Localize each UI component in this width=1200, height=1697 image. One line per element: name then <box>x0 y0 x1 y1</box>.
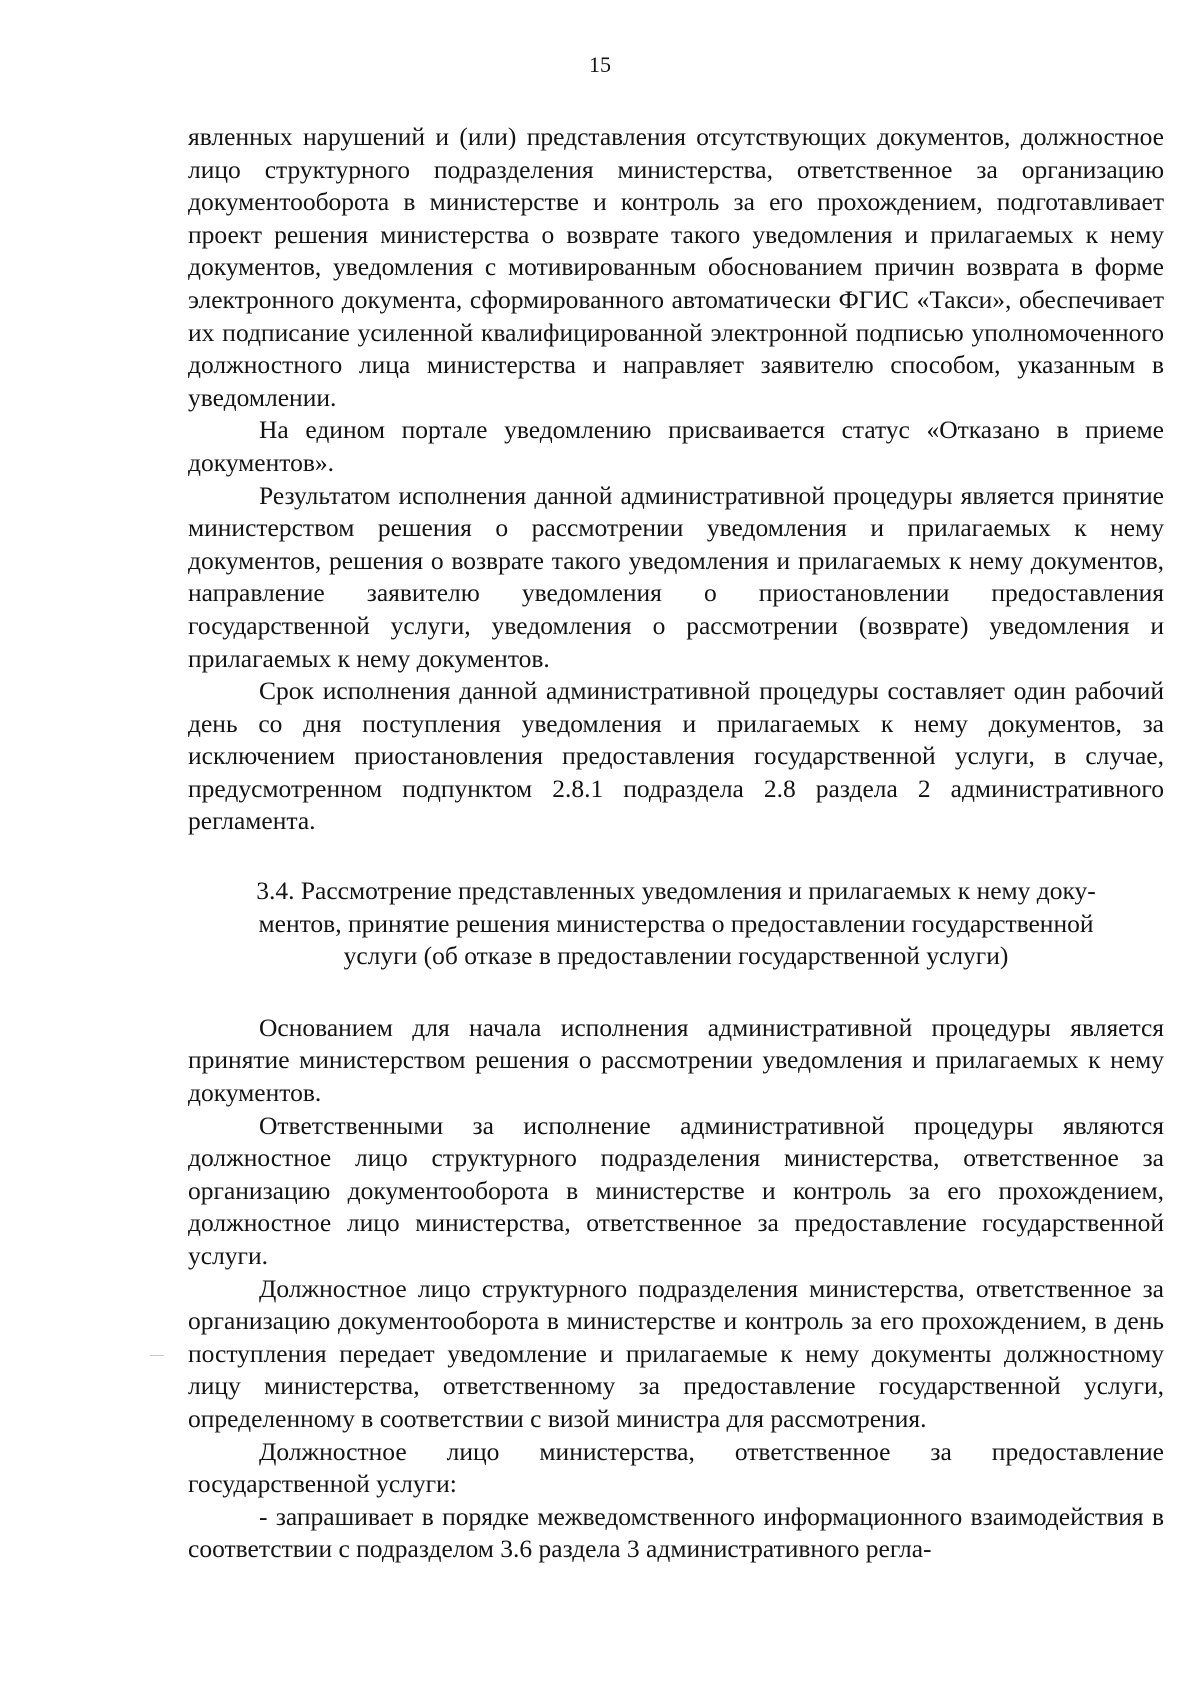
paragraph-continuation: явленных нарушений и (или) представления отсутствующих документов, должностное лицо структурного подразделения министерства, ответственное за организацию документооборота в министерстве и контроль за его прохождением, подготавливает проект решения министерства о возврате такого уведомления и прилагаемых к нему документов, уведомления с мотивированным обоснованием причин возврата в форме электронного документа, сформированного автоматически ФГИС «Такси», обеспечивает их подписание усиленной квалифицированной электронной подписью уполномоченного должностного лица министерства и направляет заявителю способом, указанным в уведомлении. <box>188 122 1164 412</box>
page-number: 15 <box>589 52 611 77</box>
paragraph-deadline: Срок исполнения данной административной процедуры составляет один рабочий день со дня поступления уведомления и прилагаемых к нему документов, за исключением приостановления предоставления государственной услуги, в случае, предусмотренном подпунктом 2.8.1 подраздела 2.8 раздела 2 административного регламента. <box>188 676 1164 836</box>
section-heading-3-4 <box>188 875 1164 973</box>
paragraph-request-item: - запрашивает в порядке межведомственного информационного взаимодействия в соответствии с подразделом 3.6 раздела 3 административного регла- <box>188 1501 1164 1564</box>
paragraph-result: Результатом исполнения данной административной процедуры является принятие министерством решения о рассмотрении уведомления и прилагаемых к нему документов, решения о возврате такого уведомления и прилагаемых к нему документов, направление заявителю уведомления о приостановлении предоставления государственной услуги, уведомления о рассмотрении (возврате) уведомления и прилагаемых к нему документов. <box>188 480 1164 673</box>
paragraph-responsible: Ответственными за исполнение административной процедуры являются должностное лицо структурного подразделения министерства, ответственное за организацию документооборота в министерстве и контроль за его прохождением, должностное лицо министерства, ответственное за предоставление государственной услуги. <box>188 1110 1164 1270</box>
paragraph-portal-status: На едином портале уведомлению присваивается статус «Отказано в приеме документов». <box>188 415 1164 477</box>
scan-artifact <box>150 1355 164 1356</box>
section-heading-line: 3.4. Рассмотрение представленных уведомления и прилагаемых к нему доку- <box>256 876 1096 906</box>
paragraph-basis: Основанием для начала исполнения административной процедуры является принятие министерством решения о рассмотрении уведомления и прилагаемых к нему документов. <box>188 1012 1164 1108</box>
paragraph-transfer: Должностное лицо структурного подразделения министерства, ответственное за организацию документооборота в министерстве и контроль за его прохождением, в день поступления передает уведомление и прилагаемые к нему документы должностному лицу министерства, ответственному за предоставление государственной услуги, определенному в соответствии с визой министра для рассмотрения. <box>188 1273 1164 1433</box>
document-body <box>188 121 1164 1566</box>
section-heading-line: ментов, принятие решения министерства о предоставлении государственной <box>258 908 1094 938</box>
section-heading-line: услуги (об отказе в предоставлении государственной услуги) <box>343 941 1009 971</box>
paragraph-official-duties: Должностное лицо министерства, ответственное за предоставление государственной услуги: <box>188 1436 1164 1499</box>
